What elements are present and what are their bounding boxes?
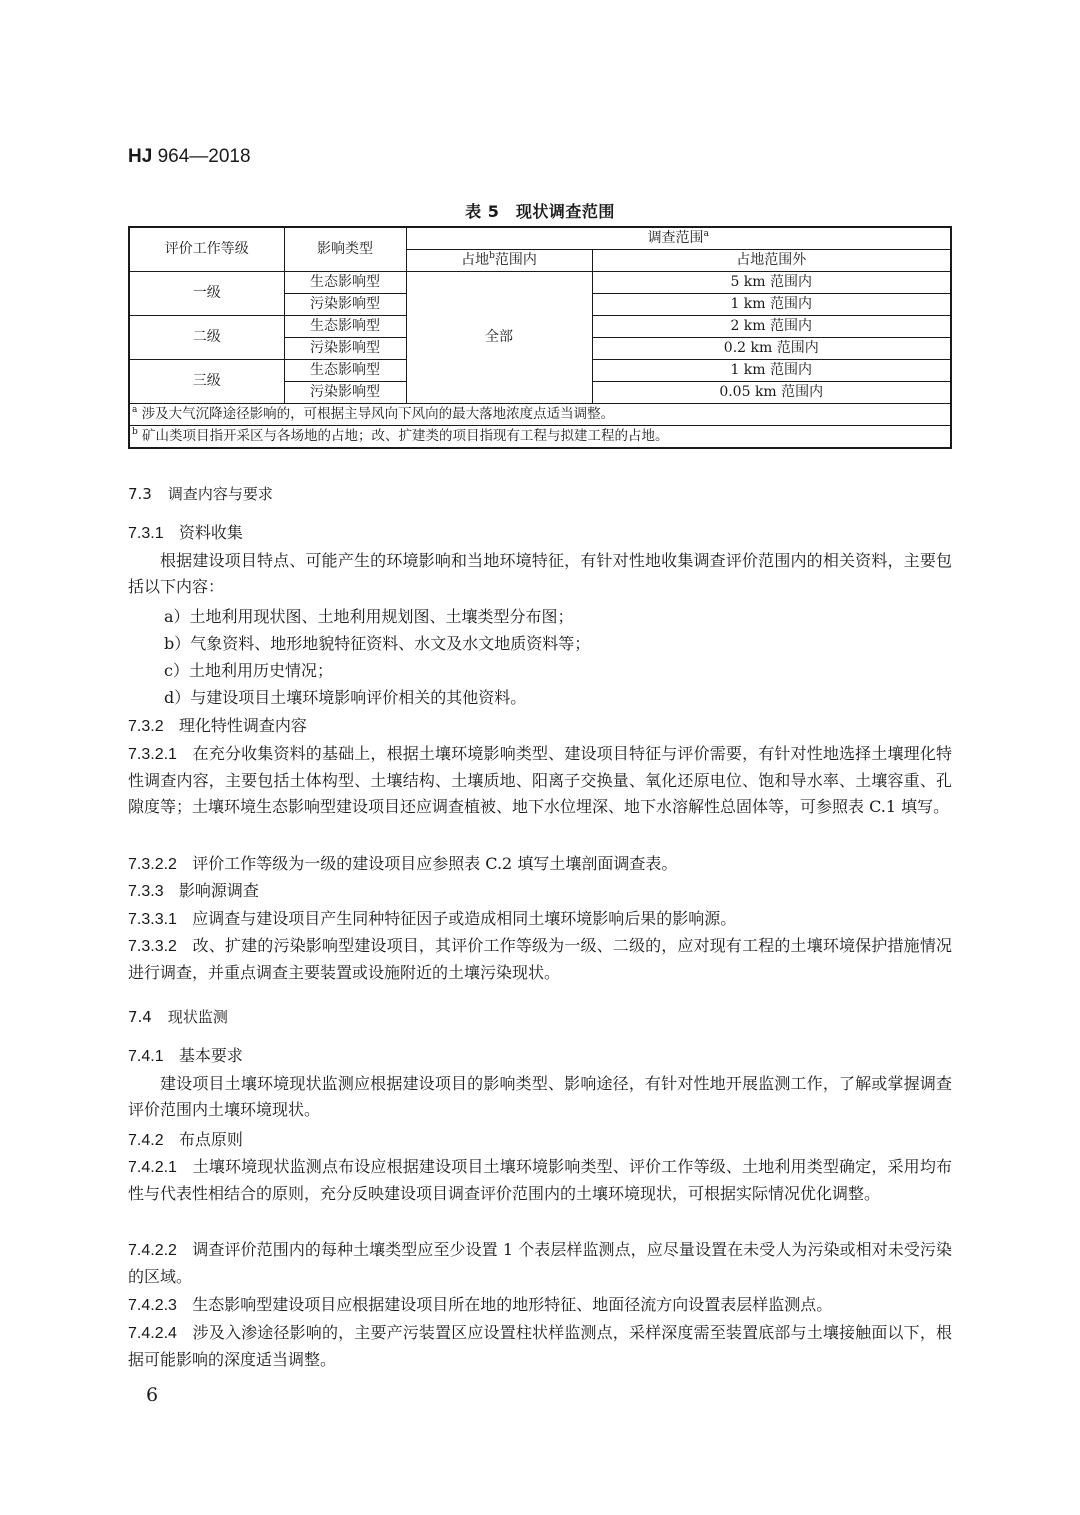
section-7-3-1-heading: 7.3.1 资料收集 xyxy=(128,523,243,542)
section-7-3-3-1: 7.3.3.1 应调查与建设项目产生同种特征因子或造成相同土壤环境影响后果的影响源。 xyxy=(128,909,737,928)
section-7-3-1-text: 根据建设项目特点、可能产生的环境影响和当地环境特征，有针对性地收集调查评价范围内的相关资料，主要包括以下内容： xyxy=(128,551,952,596)
section-7-3-3-heading: 7.3.3 影响源调查 xyxy=(128,881,259,900)
section-7-4-2-1: 7.4.2.1 土壤环境现状监测点布设应根据建设项目土壤环境影响类型、评价工作等级、土地利用类型确定，采用均布性与代表性相结合的原则，充分反映建设项目调查评价范围内的土壤环境现状，可根据实际情况优化调整。 xyxy=(128,1157,952,1203)
document-code-prefix: HJ xyxy=(128,146,153,167)
range-cell: 5 km 范围内 xyxy=(592,272,951,294)
type-cell: 污染影响型 xyxy=(284,294,406,316)
table-title: 表 5 现状调查范围 xyxy=(465,202,615,221)
level-2: 二级 xyxy=(129,316,284,360)
section-7-3-2-1: 7.3.2.1 在充分收集资料的基础上，根据土壤环境影响类型、建设项目特征与评价需要，有针对性地选择土壤理化特性调查内容，主要包括土体构型、土壤结构、土壤质地、阳离子交换量、氧化还原电位、饱和导水率、土壤容重、孔隙度等；土壤环境生态影响型建设项目还应调查植被、地下水位埋深、地下水溶解性总固体等，可参照表 C.1 填写。 xyxy=(128,744,952,816)
range-cell: 1 km 范围内 xyxy=(592,294,951,316)
header-inside: 占地$^b$范围内 xyxy=(406,250,592,272)
survey-range-table xyxy=(128,226,952,449)
header-type: 影响类型 xyxy=(284,227,406,272)
range-cell: 0.05 km 范围内 xyxy=(592,382,951,404)
page-number: 6 xyxy=(146,1384,159,1406)
section-7-4-heading: 7.4 现状监测 xyxy=(128,1008,228,1026)
type-cell: 污染影响型 xyxy=(284,382,406,404)
table-note-b: $^b$ 矿山类项目指开采区与各场地的占地；改、扩建类的项目指现有工程与拟建工程的占地。 xyxy=(129,426,951,449)
section-7-3-heading: 7.3 调查内容与要求 xyxy=(128,485,273,503)
type-cell: 污染影响型 xyxy=(284,338,406,360)
section-7-4-2-heading: 7.4.2 布点原则 xyxy=(128,1130,243,1149)
section-7-3-2-2: 7.3.2.2 评价工作等级为一级的建设项目应参照表 C.2 填写土壤剖面调查表。 xyxy=(128,854,678,873)
section-7-4-1-text: 建设项目土壤环境现状监测应根据建设项目的影响类型、影响途径，有针对性地开展监测工作，了解或掌握调查评价范围内土壤环境现状。 xyxy=(128,1074,952,1119)
section-7-4-2-4: 7.4.2.4 涉及入渗途径影响的，主要产污装置区应设置柱状样监测点，采样深度需至装置底部与土壤接触面以下，根据可能影响的深度适当调整。 xyxy=(128,1323,952,1369)
type-cell: 生态影响型 xyxy=(284,360,406,382)
list-item-b: b）气象资料、地形地貌特征资料、水文及水文地质资料等； xyxy=(164,634,591,653)
section-7-4-2-3: 7.4.2.3 生态影响型建设项目应根据建设项目所在地的地形特征、地面径流方向设置表层样监测点。 xyxy=(128,1295,833,1314)
header-outside: 占地范围外 xyxy=(592,250,951,272)
header-level: 评价工作等级 xyxy=(129,227,284,272)
range-cell: 0.2 km 范围内 xyxy=(592,338,951,360)
range-cell: 2 km 范围内 xyxy=(592,316,951,338)
level-1: 一级 xyxy=(129,272,284,316)
type-cell: 生态影响型 xyxy=(284,316,406,338)
document-code xyxy=(128,146,251,168)
section-7-4-1-heading: 7.4.1 基本要求 xyxy=(128,1046,243,1065)
list-item-a: a）土地利用现状图、土地利用规划图、土壤类型分布图； xyxy=(164,607,574,626)
section-7-3-2-heading: 7.3.2 理化特性调查内容 xyxy=(128,716,307,735)
list-item-d: d）与建设项目土壤环境影响评价相关的其他资料。 xyxy=(164,688,527,707)
range-cell: 1 km 范围内 xyxy=(592,360,951,382)
section-7-4-2-2: 7.4.2.2 调查评价范围内的每种土壤类型应至少设置 1 个表层样监测点，应尽量设置在未受人为污染或相对未受污染的区域。 xyxy=(128,1240,952,1286)
document-code-number: 964—2018 xyxy=(152,146,251,167)
type-cell: 生态影响型 xyxy=(284,272,406,294)
level-3: 三级 xyxy=(129,360,284,404)
list-item-c: c）土地利用历史情况； xyxy=(164,661,333,680)
inside-all: 全部 xyxy=(406,272,592,404)
section-7-3-3-2: 7.3.3.2 改、扩建的污染影响型建设项目，其评价工作等级为一级、二级的，应对现有工程的土壤环境保护措施情况进行调查，并重点调查主要装置或设施附近的土壤污染现状。 xyxy=(128,936,952,982)
table-note-a: $^a$ 涉及大气沉降途径影响的，可根据主导风向下风向的最大落地浓度点适当调整。 xyxy=(129,404,951,426)
header-range: 调查范围$^a$ xyxy=(406,227,951,250)
